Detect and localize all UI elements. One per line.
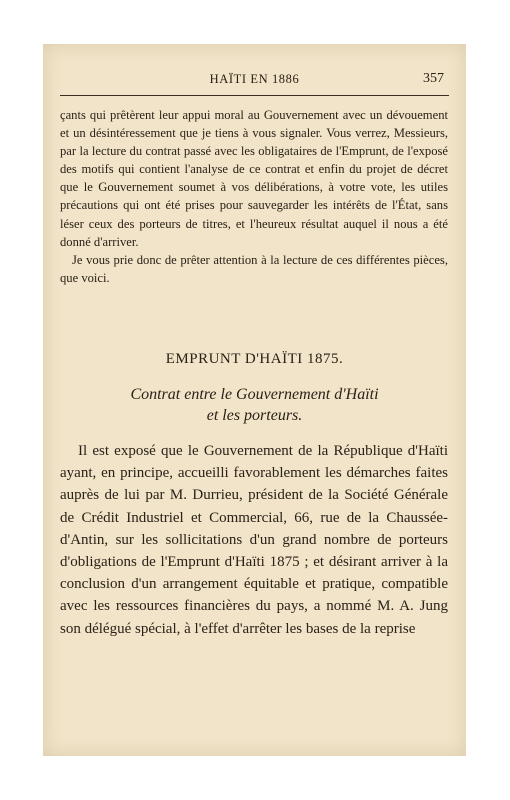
header-rule xyxy=(60,95,449,96)
subtitle-line: et les porteurs. xyxy=(206,407,303,424)
running-title: HAÏTI EN 1886 xyxy=(209,72,300,86)
section-subtitle xyxy=(63,384,446,426)
body-paragraph: Il est exposé que le Gouvernement de la République d'Haïti ayant, en principe, accueilli favorablement les démarches faites auprès de lui par M. Durrieu, président de la Société Générale de Crédit Industriel et Commercial, 66, rue de la Chaussée-d'Antin, sur les sollicitations d'un grand nombre de porteurs d'obligations de l'Emprunt d'Haïti 1875 ; et désirant arriver à la conclusion d'un arrangement équitable et pratique, compatible avec les ressources financières du pays, a nommé M. A. Jung son délégué spécial, à l'effet d'arrêter les bases de la reprise xyxy=(60,443,448,637)
subtitle-line: Contrat entre le Gouvernement d'Haïti xyxy=(130,386,379,403)
section-title: EMPRUNT D'HAÏTI 1875. xyxy=(165,351,344,367)
page-number: 357 xyxy=(423,71,444,86)
running-head xyxy=(43,72,466,92)
intro-paragraph: çants qui prêtèrent leur appui moral au Gouvernement avec un dévouement et un désintéressement que je tiens à vous signaler. Vous verrez, Messieurs, par la lecture du contrat passé avec les obligataires de l'Emprunt, de l'exposé des motifs qui contient l'analyse de ce contrat et enfin du projet de décret que le Gouvernement soumet à vos délibérations, à votre vote, les utiles précautions qui ont été prises pour sauvegarder les intérêts de l'État, sans léser ceux des porteurs de titres, et l'heureux résultat auquel il nous a été donné d'arriver. xyxy=(60,108,448,249)
intro-paragraph: Je vous prie donc de prêter attention à la lecture de ces différentes pièces, que voici. xyxy=(60,252,448,285)
book-page xyxy=(43,44,466,756)
intro-text xyxy=(60,106,448,287)
contract-body xyxy=(60,440,448,640)
